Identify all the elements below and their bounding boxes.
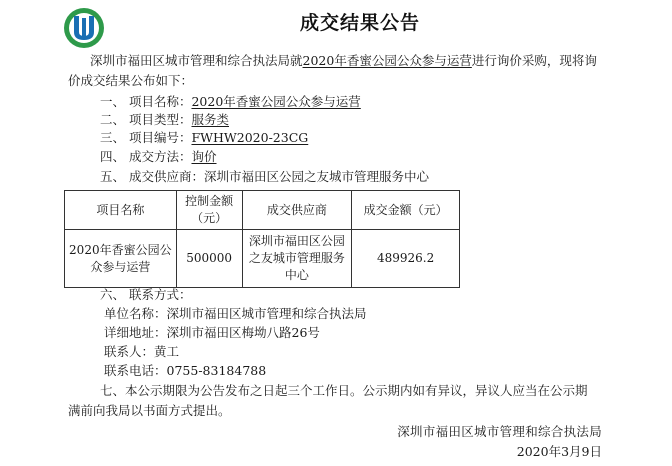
intro-prefix: 深圳市福田区城市管理和综合执法局就 [90,53,303,68]
item-value: 询价 [191,149,217,164]
item-label: 一、 项目名称： [100,94,192,109]
header-supplier: 成交供应商 [242,191,352,230]
intro-line-1 [90,53,597,69]
cell-control-amount: 500000 [176,230,242,288]
header-project-name: 项目名称 [65,191,177,230]
item-value: 2020年香蜜公园公众参与运营 [191,94,361,109]
contact-address-label: 详细地址： [104,325,167,340]
contact-phone-value: 0755-83184788 [166,363,267,378]
agency-logo-icon [62,6,106,50]
item-label: 五、 成交供应商： [100,169,204,184]
contact-person-value: 黄工 [154,344,180,359]
contact-person [104,344,179,360]
item-value: 服务类 [191,112,229,127]
item-label: 二、 项目类型： [100,112,192,127]
contact-unit-label: 单位名称： [104,306,167,321]
item-project-number [100,130,308,146]
item-project-name [100,94,361,110]
contact-address [104,325,320,341]
item-label: 四、 成交方法： [100,149,192,164]
intro-project-name: 2020年香蜜公园公众参与运营 [302,53,472,68]
notice-line-1: 七、本公示期限为公告发布之日起三个工作日。公示期内如有异议，异议人应当在公示期 [100,383,588,398]
page-title: 成交结果公告 [300,12,421,34]
result-table [64,190,460,288]
contact-unit-value: 深圳市福田区城市管理和综合执法局 [166,306,367,321]
contact-unit [104,306,367,322]
item-deal-supplier [100,169,429,185]
table-row [65,230,460,288]
footer-date: 2020年3月9日 [516,444,602,459]
notice-line-2: 满前向我局以书面方式提出。 [68,403,231,418]
item-value: 深圳市福田区公园之友城市管理服务中心 [203,169,429,184]
footer-org: 深圳市福田区城市管理和综合执法局 [397,424,602,439]
contact-phone-label: 联系电话： [104,363,167,378]
item-value: FWHW2020-23CG [191,130,309,145]
cell-deal-amount: 489926.2 [352,230,460,288]
contact-address-value: 深圳市福田区梅坳八路26号 [166,325,320,340]
item-deal-method [100,149,217,165]
intro-suffix: 进行询价采购，现将询 [471,53,597,68]
header-deal-amount: 成交金额（元） [352,191,460,230]
intro-line-2: 价成交结果公布如下： [68,73,194,88]
table-header-row [65,191,460,230]
contact-heading: 六、 联系方式： [100,287,192,302]
item-label: 三、 项目编号： [100,130,192,145]
contact-phone [104,363,266,379]
header-control-amount: 控制金额（元） [176,191,242,230]
cell-supplier: 深圳市福田区公园之友城市管理服务中心 [242,230,352,288]
item-project-type [100,112,229,128]
cell-project-name: 2020年香蜜公园公众参与运营 [65,230,177,288]
contact-person-label: 联系人： [104,344,155,359]
